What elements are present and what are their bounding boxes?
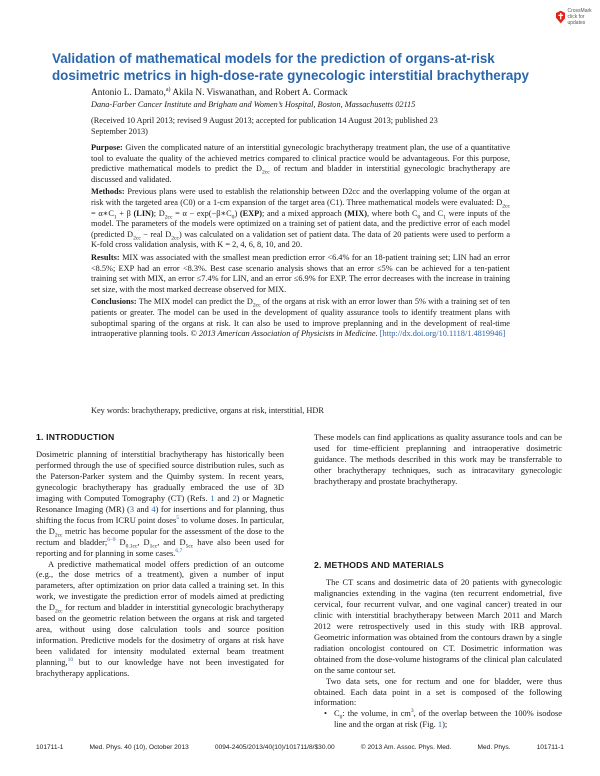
figure-link-1[interactable]: 1 [437,719,443,730]
body-text: : the volume, in cm [342,708,411,719]
methods-label: Methods: [91,187,125,197]
ref-link-1[interactable]: 1 [210,492,215,503]
methods-paragraph-1: The CT scans and dosimetric data of 20 patients with gynecologic malignancies extending in the vagina (ten recurrent endometrial, five cervical, four recurrent vulvar, and one vaginal cancer) treated in our clinic with interstitial brachytherapy between March 2011 and March 2012 were retrospectively used in this study with IRB approval. Geometric information was obtained from the contours drawn by a single radiation oncologist contoured on CT. Dosimetric information was obtained from the dose-volume histograms of the clinical plan calculated on the same contour set. [314,577,562,675]
conclusions-label: Conclusions: [91,297,137,307]
subscript: 2cc [252,302,261,309]
ref-link-10[interactable]: 10 [67,657,74,664]
page-footer [36,744,564,751]
abstract-conclusions [91,297,510,339]
body-text: have also been used for reporting and for planning in some cases. [36,536,284,558]
abstract-text: ) was calculated on a validation set of patient data. The data of 20 patients were used to perform a K-fold cross validation analysis, with K = 2, 4, 6, 8, 10, and 20. [91,229,511,250]
methods-paragraph-2: Two data sets, one for rectum and one for bladder, were thus obtained. Each data point in a set is composed of the following information: [314,675,562,708]
body-text: ) or Magnetic Resonance Imaging (MR) ( [36,492,285,514]
abstract-text: Previous plans were used to establish the relationship between D2cc and the overlapping volume of the organ at risk with the targeted area (C0) or a 1-cm expansion of the target area (C1). Three mathematical models were evaluated: D [91,187,510,207]
body-text: and [214,492,233,503]
data-point-list [314,708,562,730]
intro-paragraph-3: These models can find applications as quality assurance tools and can be used for time-efficient preplanning and intraoperative dosimetric guidance. The methods described in this work may be transferrable to other brachytherapy techniques, such as intracavitary gynecologic brachytherapy and prostate brachytherapy. [314,432,562,486]
abstract-text: ) [234,208,240,218]
ref-link-3[interactable]: 3 [129,503,135,514]
methods-heading: 2. METHODS AND MATERIALS [314,560,444,570]
model-name: (MIX) [344,208,367,218]
subscript: 1cc [149,543,158,550]
crossmark-label-line1: CrossMark [567,8,592,14]
subscript: 2cc [133,235,141,242]
superscript: 3 [410,708,414,715]
abstract-text: = α − exp(−β∗C [172,208,232,218]
paper-title: Validation of mathematical models for the prediction of organs-at-risk dosimetric metrics in high-dose-rate gynecologic interstitial brachytherapy [52,51,529,83]
subscript: 2cc [171,235,179,242]
footer-journal-short: Med. Phys. [477,744,511,751]
abstract-text: The MIX model can predict the D [136,297,253,307]
abstract-text: ; and a mixed approach [262,208,345,218]
crossmark-label-line2: click for updates [567,14,586,26]
subscript: 1 [113,214,117,221]
ref-link-6-7[interactable]: 6,7 [175,547,183,554]
publication-history: (Received 10 April 2013; revised 9 August 2013; accepted for publication 14 August 2013; published 23 September 2013) [91,116,438,136]
subscript: 2cc [54,532,63,539]
ref-link-5[interactable]: 5 [176,514,180,521]
model-name: (LIN) [133,208,154,218]
subscript: 5cc [185,543,194,550]
abstract-text: of rectum and bladder in interstitial gynecologic brachytherapy are discussed and validated. [91,164,510,184]
abstract-text: = α∗C [91,208,114,218]
intro-paragraph-2 [36,559,284,679]
footer-journal: Med. Phys. 40 (10), October 2013 [89,744,189,751]
subscript: 0.1cc [125,543,138,550]
subscript: 2cc [261,169,270,176]
model-name: (EXP) [239,208,262,218]
body-text: but to our knowledge have not been investigated for brachytherapy applications. [36,657,284,679]
bullet-icon: • [324,708,327,719]
body-text: , D [137,536,150,547]
body-text: Dosimetric planning of interstitial brachytherapy has historically been performed through the use of specified source distribution rules, such as the Paterson-Parker system and the Quimby system. In recent years, gynecologic brachytherapy has gradually embraced the use of 3D imaging with Computed Tomography (CT) (Refs. [36,449,284,503]
subscript: 0 [231,214,235,221]
results-label: Results: [91,252,120,262]
body-text: , of the overlap between the 100% isodose line and the organ at risk (Fig. [334,708,562,730]
body-text: ) for insertions and for planning, thus shifting the focus from ICRU point doses [36,503,284,525]
right-column-methods [314,577,562,730]
keywords: Key words: brachytherapy, predictive, organs at risk, interstitial, HDR [91,406,324,415]
body-text: ); [442,719,448,730]
intro-paragraph-1 [36,449,284,559]
crossmark-badge[interactable] [556,4,596,30]
body-text: to volume doses. In particular, the D [36,514,284,536]
abstract-methods [91,187,510,251]
abstract-text: + β [116,208,134,218]
subscript: 0 [417,214,421,221]
abstract-text: were inputs of the model. The parameters of the models were optimized on a training set of patient data, and the predictive error of each model (predicted D [91,208,511,239]
body-text: and [134,503,152,514]
abstract-text: MIX was associated with the smallest mean prediction error <6.4% for an 18-patient training set; LIN had an error <8.5%; EXP had an error <8.3%. Best case scenario analysis shows that an error ≤5% can be achieved for a ten-patient training set with MIX, an error ≤7.4% for LIN, and an error ≤6.9% for EXP. The error decreases with the increase in training set size, with the most marked decrease observed for MIX. [91,252,510,294]
abstract-text: and C [420,208,444,218]
abstract-text: Given the complicated nature of an interstitial gynecologic brachytherapy treatment plan, the use of a quantitative tool to evaluate the quality of the achieved metrics compared to clinical practice would be advantageous. For this purpose, predictive mathematical models to predict the D [91,143,510,174]
ref-link-4[interactable]: 4 [151,503,156,514]
copyright-notice: © 2013 American Association of Physicists in Medicine. [188,329,378,339]
right-column-top [314,432,562,487]
abstract-results [91,253,510,295]
author-list [91,88,347,99]
body-text: A predictive mathematical model offers prediction of an outcome (e.g., the dose metrics of a treatment), given a number of input parameters, after optimization on prior data called a training set. In this work, we investigate the prediction error of models aimed at predicting the D [36,558,284,613]
author-1: Antonio L. Damato, [91,88,166,98]
footer-article-code-left: 101711-1 [36,744,64,751]
doi-link[interactable]: [http://dx.doi.org/10.1118/1.4819946] [379,329,506,339]
other-authors: Akila N. Viswanathan, and Robert A. Cormack [170,88,348,98]
footer-copyright: © 2013 Am. Assoc. Phys. Med. [360,744,452,751]
body-text: D [115,536,126,547]
body-text: metric has become popular for the assessment of the dose to the rectum and bladder; [36,525,285,547]
abstract-text: , where both C [366,208,418,218]
author-footnote-link[interactable]: a) [165,86,171,93]
footer-article-code-right: 101711-1 [536,744,564,751]
abstract-text: − real D [140,229,172,239]
purpose-label: Purpose: [91,143,123,152]
list-item [324,708,562,730]
ref-link-6-9[interactable]: 6–9 [107,536,116,543]
abstract-purpose [91,143,510,185]
affiliation: Dana-Farber Cancer Institute and Brigham and Women’s Hospital, Boston, Massachusetts 02115 [91,100,416,109]
footer-issn: 0094-2405/2013/40(10)/101711/8/$30.00 [214,744,335,751]
ref-link-2[interactable]: 2 [232,492,237,503]
body-text: , and D [157,536,186,547]
abstract-text: of the organs at risk with an error lower than 5% with a training set of ten patients or greater. The model can be used in the development of quality assurance tools to identify treatment plans with suboptimal sparing of the organs at risk. It can also be used to improve preplanning and in the development of real-time intraoperative planning tools. [91,297,510,339]
subscript: 2cc [502,203,510,210]
abstract [91,143,510,342]
crossmark-label [567,8,596,26]
subscript: 2cc [54,609,63,616]
intro-heading: 1. INTRODUCTION [36,432,115,442]
subscript: 1 [443,214,446,221]
crossmark-icon [556,9,565,25]
body-text: for rectum and bladder in interstitial gynecologic brachytherapy based on the geometric relation between the organs at risk and targeted area, without using dose calculation tools and source position information. Predictive models for the dosimetry of organs at risk have been validated for intensity modulated external beam treatment planning, [36,602,284,668]
left-column [36,449,284,679]
body-text: C [334,708,340,719]
subscript: 2cc [164,214,173,221]
subscript: 0 [339,715,343,722]
abstract-text: ; D [153,208,165,218]
